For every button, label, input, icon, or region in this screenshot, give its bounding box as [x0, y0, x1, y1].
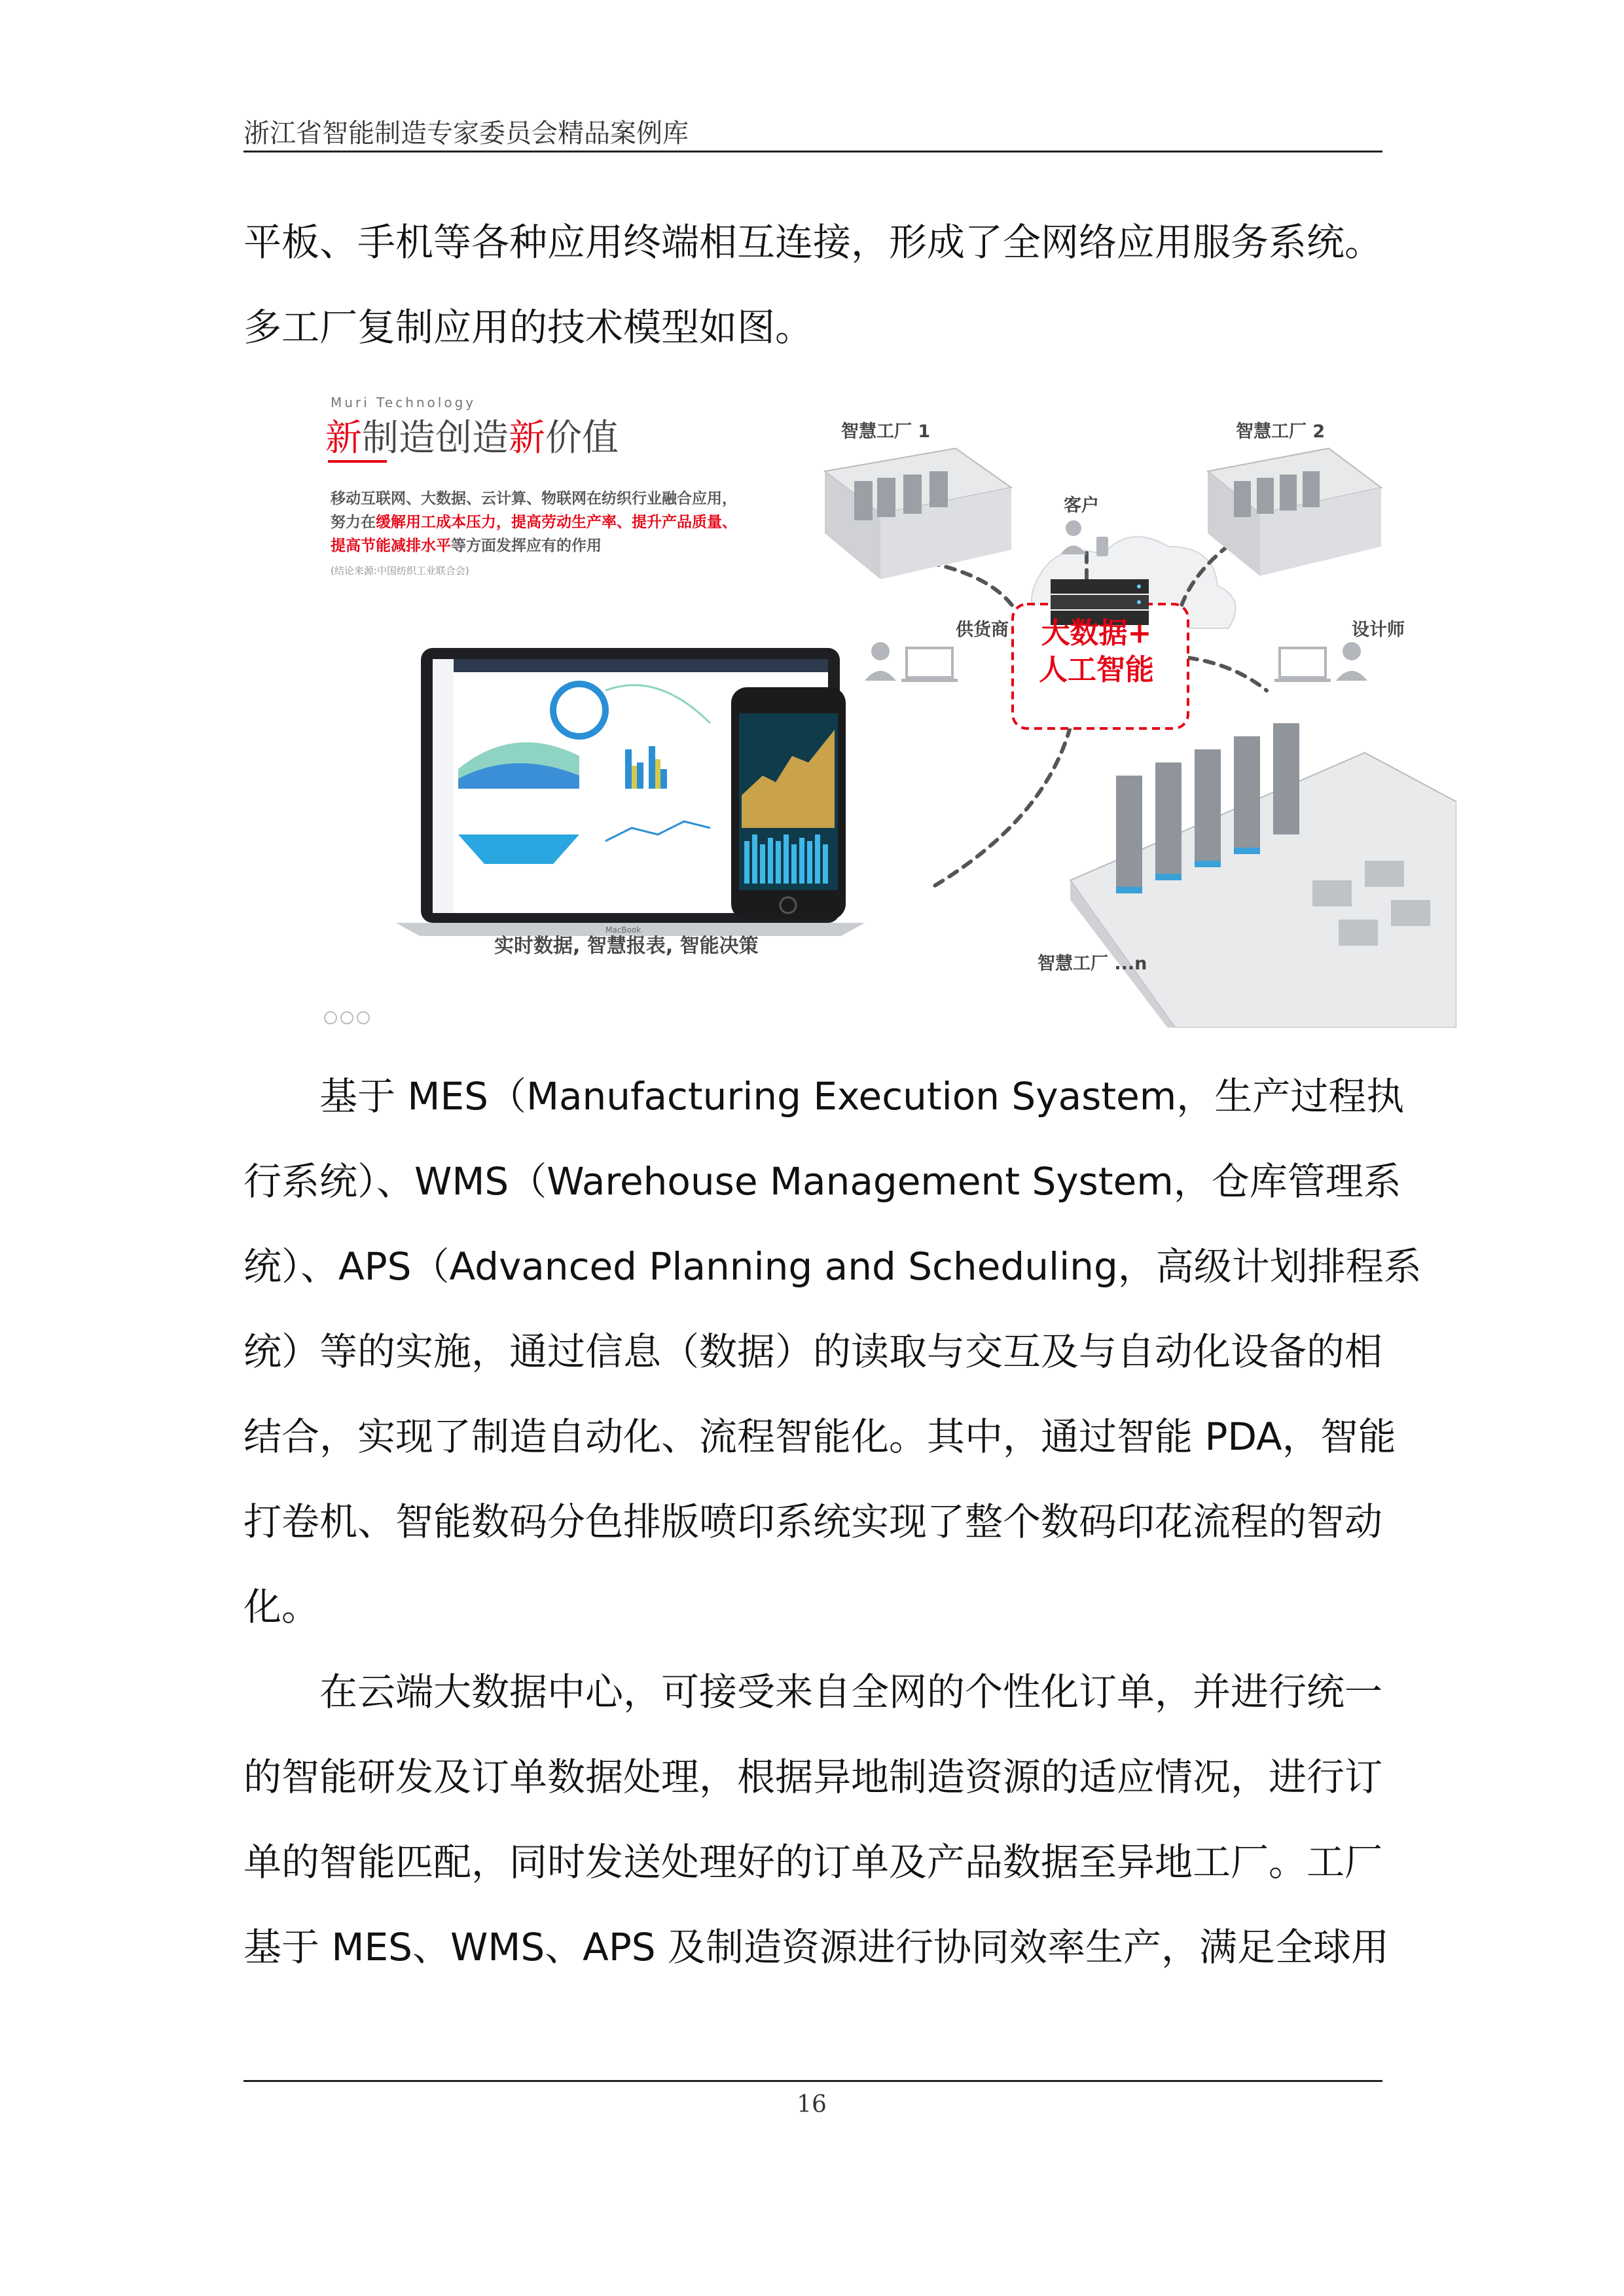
description-line: 移动互联网、大数据、云计算、物联网在纺织行业融合应用， — [331, 490, 737, 507]
text-line: 结合，实现了制造自动化、流程智能化。其中，通过智能 PDA，智能 — [244, 1414, 1396, 1459]
source-note: (结论来源:中国纺织工业联合会) — [331, 565, 469, 577]
laptop-brand-label: MacBook — [605, 925, 641, 935]
text-line: 统）等的实施，通过信息（数据）的读取与交互及与自动化设备的相 — [244, 1329, 1383, 1374]
text-line: 化。 — [244, 1585, 320, 1629]
text-line: 在云端大数据中心，可接受来自全网的个性化订单，并进行统一 — [319, 1670, 1383, 1714]
description-highlight: 缓解用工成本压力，提高劳动生产率、提升产品质量、 — [376, 514, 737, 531]
viewer-toolbar-icons — [325, 1012, 369, 1024]
intro-paragraph — [244, 200, 1382, 370]
bigdata-ai-label — [1018, 615, 1175, 689]
text-line: 行系统）、WMS（Warehouse Management System，仓库管理系 — [244, 1159, 1401, 1204]
text-line: 基于 MES、WMS、APS 及制造资源进行协同效率生产，满足全球用 — [244, 1925, 1390, 1969]
slogan-part: 新 — [325, 417, 362, 459]
slogan-part: 制造创造 — [362, 417, 509, 459]
text-line: 多工厂复制应用的技术模型如图。 — [244, 305, 814, 350]
text-line: 平板、手机等各种应用终端相互连接，形成了全网络应用服务系统。 — [244, 220, 1383, 264]
figure-caption: 实时数据, 智慧报表, 智能决策 — [494, 935, 759, 958]
link-factory1 — [929, 563, 1015, 609]
bigdata-line: 大数据+ — [1041, 617, 1152, 650]
text-line: 打卷机、智能数码分色排版喷印系统实现了整个数码印花流程的智动 — [244, 1499, 1383, 1544]
slogan-part: 新 — [509, 417, 545, 459]
footer-divider — [244, 2080, 1382, 2082]
text-line: 的智能研发及订单数据处理，根据异地制造资源的适应情况，进行订 — [244, 1755, 1383, 1799]
description-highlight: 提高节能减排水平 — [331, 537, 451, 554]
multi-factory-model-figure — [317, 383, 1456, 1028]
supplier-icon — [865, 642, 958, 682]
slogan-part: 价值 — [545, 417, 619, 459]
factory-1-graphic — [825, 448, 1011, 579]
figure-graphics — [317, 383, 1456, 1028]
ai-line: 人工智能 — [1039, 653, 1154, 687]
designer-icon — [1274, 642, 1367, 682]
designer-label: 设计师 — [1352, 620, 1405, 640]
page-number: 16 — [797, 2091, 827, 2118]
description-part: 等方面发挥应有的作用 — [451, 537, 602, 554]
factory-1-label: 智慧工厂 1 — [841, 422, 931, 442]
brand-label: Muri Technology — [331, 395, 477, 410]
running-header: 浙江省智能制造专家委员会精品案例库 — [244, 118, 689, 149]
customer-label: 客户 — [1064, 495, 1099, 516]
description-line — [331, 510, 737, 531]
phone-graphic — [731, 687, 846, 920]
supplier-label: 供货商 — [956, 620, 1009, 640]
cloud-bigdata-paragraph — [244, 1649, 1390, 1990]
slogan-underline — [328, 460, 387, 463]
link-designer — [1188, 658, 1267, 691]
slogan-title — [325, 409, 619, 461]
mes-wms-aps-paragraph — [244, 1054, 1422, 1649]
factory-n-label: 智慧工厂 ...n — [1038, 954, 1147, 974]
text-line: 统）、APS（Advanced Planning and Scheduling，高级计划排程系 — [244, 1244, 1422, 1289]
description-line — [331, 533, 602, 555]
header-divider — [244, 151, 1382, 152]
factory-n-graphic — [1070, 723, 1456, 1028]
factory-2-graphic — [1208, 448, 1381, 576]
description-part: 努力在 — [331, 514, 376, 531]
text-line: 单的智能匹配，同时发送处理好的订单及产品数据至异地工厂。工厂 — [244, 1840, 1383, 1884]
text-line: 基于 MES（Manufacturing Execution Syastem，生产过程执 — [319, 1074, 1405, 1119]
factory-2-label: 智慧工厂 2 — [1236, 422, 1326, 442]
